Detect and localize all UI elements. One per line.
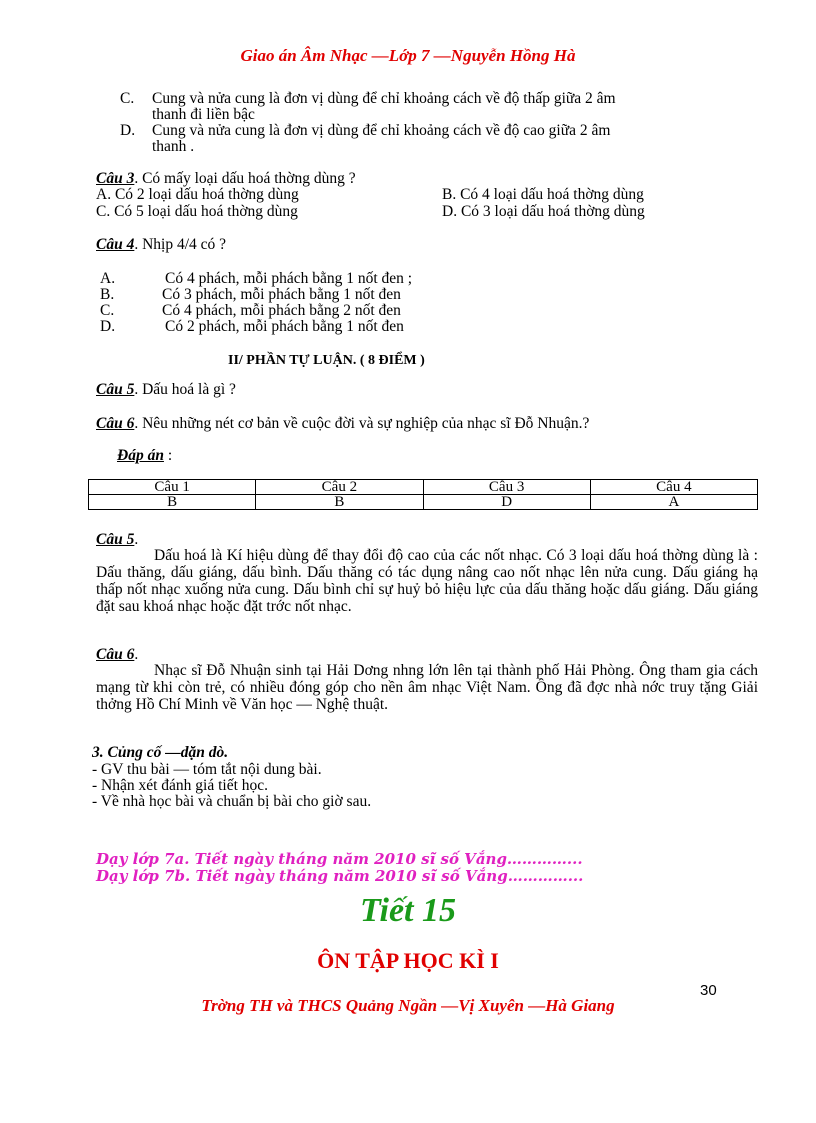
option-letter: C. xyxy=(120,90,135,107)
teach-record-7a: Dạy lớp 7a. Tiết ngày tháng năm 2010 sĩ số Vắng…………... xyxy=(96,850,583,868)
question-text: . Nêu những nét cơ bản về cuộc đời và sự nghiệp của nhạc sĩ Đỗ Nhuận.? xyxy=(134,415,590,432)
question-label: Câu 4 xyxy=(96,236,135,253)
q3-option-b: B. Có 4 loại dấu hoá thờng dùng xyxy=(442,186,644,203)
table-header: Câu 4 xyxy=(590,480,757,495)
lesson-title: ÔN TẬP HỌC KÌ I xyxy=(317,948,499,973)
q4-option-text: Có 4 phách, mỗi phách bằng 1 nốt đen ; xyxy=(165,270,413,287)
page-footer: Trờng TH và THCS Quảng Ngần —Vị Xuyên —Hà Giang xyxy=(201,996,615,1015)
table-header: Câu 3 xyxy=(423,480,590,495)
question-text: . Có mấy loại dấu hoá thờng dùng ? xyxy=(134,170,356,187)
q3-option-a: A. Có 2 loại dấu hoá thờng dùng xyxy=(96,186,299,203)
question-text: . Nhịp 4/4 có ? xyxy=(134,236,227,253)
answer-colon: : xyxy=(163,447,173,464)
answer-label: Câu 5 xyxy=(96,531,135,548)
q4-option-letter: A. xyxy=(100,270,116,287)
consolidate-heading: 3. Củng cố —dặn dò. xyxy=(92,744,229,761)
question-5 xyxy=(96,381,236,398)
q4-option-text: Có 3 phách, mỗi phách bằng 1 nốt đen xyxy=(162,286,401,303)
q4-option-text: Có 2 phách, mỗi phách bằng 1 nốt đen xyxy=(165,318,404,335)
answer-dot: . xyxy=(134,531,139,548)
question-6 xyxy=(96,415,589,432)
answer-label: Đáp án xyxy=(117,447,164,464)
question-text: . Dấu hoá là gì ? xyxy=(134,381,236,398)
answer-dot: . xyxy=(134,646,139,663)
question-label: Câu 6 xyxy=(96,415,135,432)
answer-6-heading xyxy=(96,646,138,663)
page-header: Giao án Âm Nhạc —Lớp 7 —Nguyễn Hồng Hà xyxy=(240,46,576,65)
q4-option-letter: D. xyxy=(100,318,116,335)
answer-table xyxy=(88,479,758,510)
list-item: - GV thu bài — tóm tắt nội dung bài. xyxy=(92,761,322,778)
table-row xyxy=(89,495,758,510)
q4-option-letter: C. xyxy=(100,302,115,319)
answer-label: Câu 6 xyxy=(96,646,135,663)
table-header: Câu 2 xyxy=(256,480,423,495)
q4-option-text: Có 4 phách, mỗi phách bằng 2 nốt đen xyxy=(162,302,401,319)
q3-option-c: C. Có 5 loại dấu hoá thờng dùng xyxy=(96,203,298,220)
answer-5-heading xyxy=(96,531,138,548)
table-row xyxy=(89,480,758,495)
table-cell: A xyxy=(590,495,757,510)
section-heading: II/ PHẦN TỰ LUẬN. ( 8 ĐIỂM ) xyxy=(228,353,425,368)
option-text: thanh đi liền bậc xyxy=(152,106,255,123)
table-cell: D xyxy=(423,495,590,510)
q3-option-d: D. Có 3 loại dấu hoá thờng dùng xyxy=(442,203,645,220)
table-header: Câu 1 xyxy=(89,480,256,495)
answer-heading xyxy=(117,447,172,464)
table-cell: B xyxy=(89,495,256,510)
table-cell: B xyxy=(256,495,423,510)
option-letter: D. xyxy=(120,122,136,139)
lesson-number: Tiết 15 xyxy=(360,892,456,929)
question-label: Câu 3 xyxy=(96,170,135,187)
list-item: - Về nhà học bài và chuẩn bị bài cho giờ sau. xyxy=(92,793,372,810)
answer-5-text: Dấu hoá là Kí hiệu dùng để thay đổi độ cao của các nốt nhạc. Có 3 loại dấu hoá thờng dùng là : Dấu thăng, dấu giáng, dấu bình. Dấu thăng có tác dụng nâng cao nốt nhạc lên nửa cung. Dấu giáng hạ thấp nốt nhạc xuống nửa cung. Dấu bình chỉ sự huỷ bỏ hiệu lực của dấu thăng hoặc dấu giáng. Dấu giáng đặt sau khoá nhạc hoặc đặt trớc nốt nhạc. xyxy=(96,547,758,615)
page-number: 30 xyxy=(700,982,717,999)
teach-record-7b: Dạy lớp 7b. Tiết ngày tháng năm 2010 sĩ số Vắng…………... xyxy=(96,867,584,885)
question-3 xyxy=(96,170,356,187)
q4-option-letter: B. xyxy=(100,286,115,303)
answer-6-text: Nhạc sĩ Đỗ Nhuận sinh tại Hải Dơng nhng lớn lên tại thành phố Hải Phòng. Ông tham gia cách mạng từ khi còn trẻ, có nhiều đóng góp cho nền âm nhạc Việt Nam. Ông đã đợc nhà nớc truy tặng Giải thởng Hồ Chí Minh về Văn học — Nghệ thuật. xyxy=(96,662,758,713)
list-item: - Nhận xét đánh giá tiết học. xyxy=(92,777,269,794)
option-text: thanh . xyxy=(152,138,195,155)
option-text: Cung và nửa cung là đơn vị dùng để chỉ khoảng cách về độ thấp giữa 2 âm xyxy=(152,90,616,107)
question-label: Câu 5 xyxy=(96,381,135,398)
option-text: Cung và nửa cung là đơn vị dùng để chỉ khoảng cách về độ cao giữa 2 âm xyxy=(152,122,611,139)
question-4 xyxy=(96,236,226,253)
